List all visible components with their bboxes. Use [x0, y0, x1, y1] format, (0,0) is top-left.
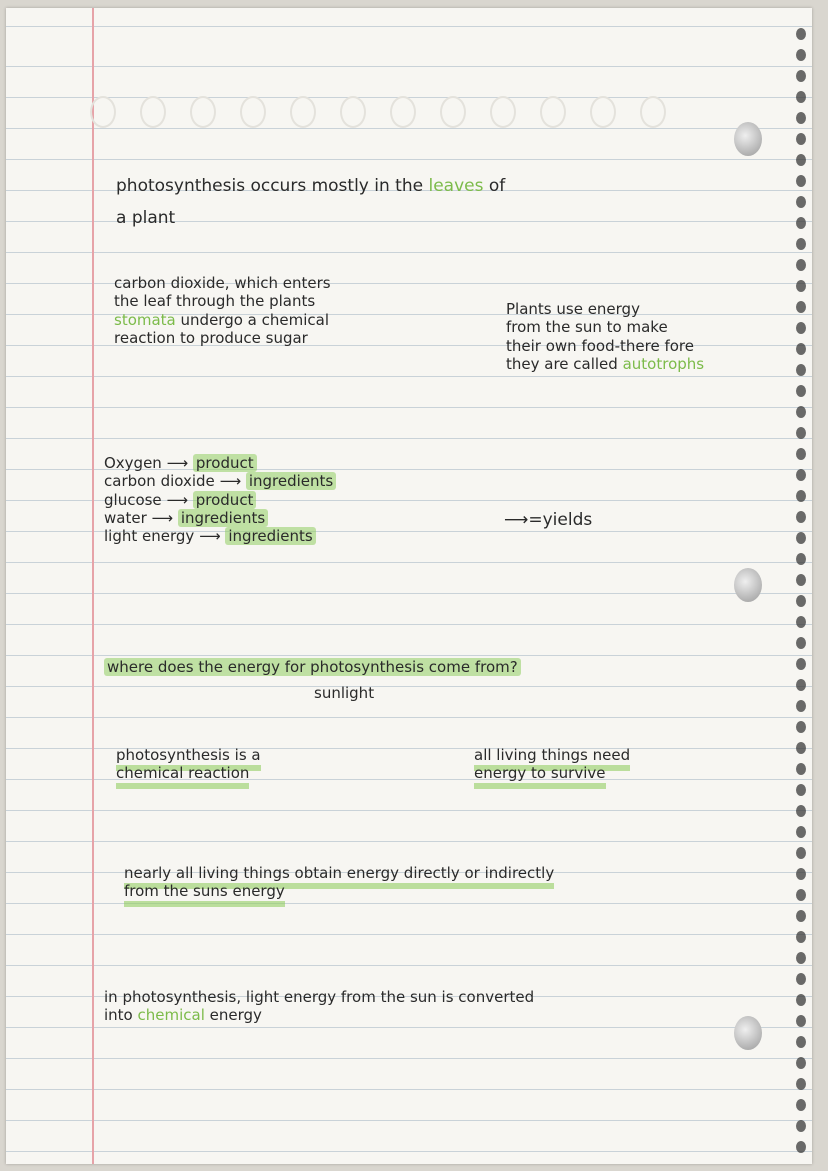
- spiral-coil: [796, 742, 806, 754]
- spiral-coil: [796, 238, 806, 250]
- spiral-coil: [796, 154, 806, 166]
- spiral-coil: [796, 1057, 806, 1069]
- spiral-coil: [796, 1078, 806, 1090]
- spiral-coil: [796, 427, 806, 439]
- spiral-coil: [796, 259, 806, 271]
- spiral-coil: [796, 490, 806, 502]
- spiral-coil: [796, 1141, 806, 1153]
- fact-living-things: all living things need energy to survive: [474, 746, 774, 783]
- spiral-coil: [796, 868, 806, 880]
- spiral-coil: [796, 280, 806, 292]
- binder-hole-middle: [734, 568, 762, 602]
- spiral-coil: [796, 217, 806, 229]
- energy-conversion-note: in photosynthesis, light energy from the sun is converted into chemical energy: [104, 988, 535, 1025]
- spiral-coil: [796, 847, 806, 859]
- spiral-coil: [796, 469, 806, 481]
- energy-answer: sunlight: [314, 684, 375, 702]
- spiral-coil: [796, 175, 806, 187]
- notebook-page: [6, 8, 812, 1164]
- autotrophs-note: Plants use energy from the sun to make their own food-there fore they are called autotrophs: [506, 300, 705, 373]
- binder-hole-top: [734, 122, 762, 156]
- equation-row: light energy ⟶ ingredients: [104, 527, 504, 545]
- spiral-coil: [796, 805, 806, 817]
- spiral-coil: [796, 448, 806, 460]
- spiral-coil: [796, 784, 806, 796]
- arrow-legend: ⟶=yields: [504, 510, 593, 530]
- sun-energy-note: nearly all living things obtain energy directly or indirectly from the suns energy: [124, 864, 784, 901]
- spiral-coil: [796, 679, 806, 691]
- spiral-coil: [796, 952, 806, 964]
- spiral-coil: [796, 700, 806, 712]
- spiral-coil: [796, 994, 806, 1006]
- spiral-coil: [796, 511, 806, 523]
- spiral-coil: [796, 763, 806, 775]
- equation-row: carbon dioxide ⟶ ingredients: [104, 472, 504, 490]
- spiral-coil: [796, 721, 806, 733]
- bleed-through-marks: [90, 96, 666, 128]
- spiral-coil: [796, 931, 806, 943]
- equation-list: [104, 454, 504, 545]
- equation-row: Oxygen ⟶ product: [104, 454, 504, 472]
- spiral-coil: [796, 595, 806, 607]
- spiral-binding: [796, 28, 810, 1168]
- spiral-coil: [796, 28, 806, 40]
- energy-question: where does the energy for photosynthesis come from?: [104, 658, 521, 676]
- spiral-coil: [796, 1015, 806, 1027]
- spiral-coil: [796, 196, 806, 208]
- spiral-coil: [796, 70, 806, 82]
- spiral-coil: [796, 49, 806, 61]
- spiral-coil: [796, 1099, 806, 1111]
- intro-line-2: a plant: [116, 208, 176, 228]
- spiral-coil: [796, 973, 806, 985]
- spiral-coil: [796, 616, 806, 628]
- margin-line: [92, 8, 94, 1164]
- spiral-coil: [796, 133, 806, 145]
- equation-row: glucose ⟶ product: [104, 491, 504, 509]
- spiral-coil: [796, 910, 806, 922]
- equation-row: water ⟶ ingredients: [104, 509, 504, 527]
- spiral-coil: [796, 112, 806, 124]
- spiral-coil: [796, 532, 806, 544]
- spiral-coil: [796, 574, 806, 586]
- spiral-coil: [796, 1120, 806, 1132]
- co2-note: carbon dioxide, which enters the leaf through the plants stomata undergo a chemical reaction to produce sugar: [114, 274, 331, 347]
- spiral-coil: [796, 553, 806, 565]
- fact-chemical-reaction: photosynthesis is a chemical reaction: [116, 746, 396, 783]
- spiral-coil: [796, 385, 806, 397]
- spiral-coil: [796, 406, 806, 418]
- spiral-coil: [796, 889, 806, 901]
- spiral-coil: [796, 658, 806, 670]
- spiral-coil: [796, 637, 806, 649]
- intro-line-1: photosynthesis occurs mostly in the leaves of: [116, 176, 506, 196]
- spiral-coil: [796, 1036, 806, 1048]
- spiral-coil: [796, 91, 806, 103]
- spiral-coil: [796, 826, 806, 838]
